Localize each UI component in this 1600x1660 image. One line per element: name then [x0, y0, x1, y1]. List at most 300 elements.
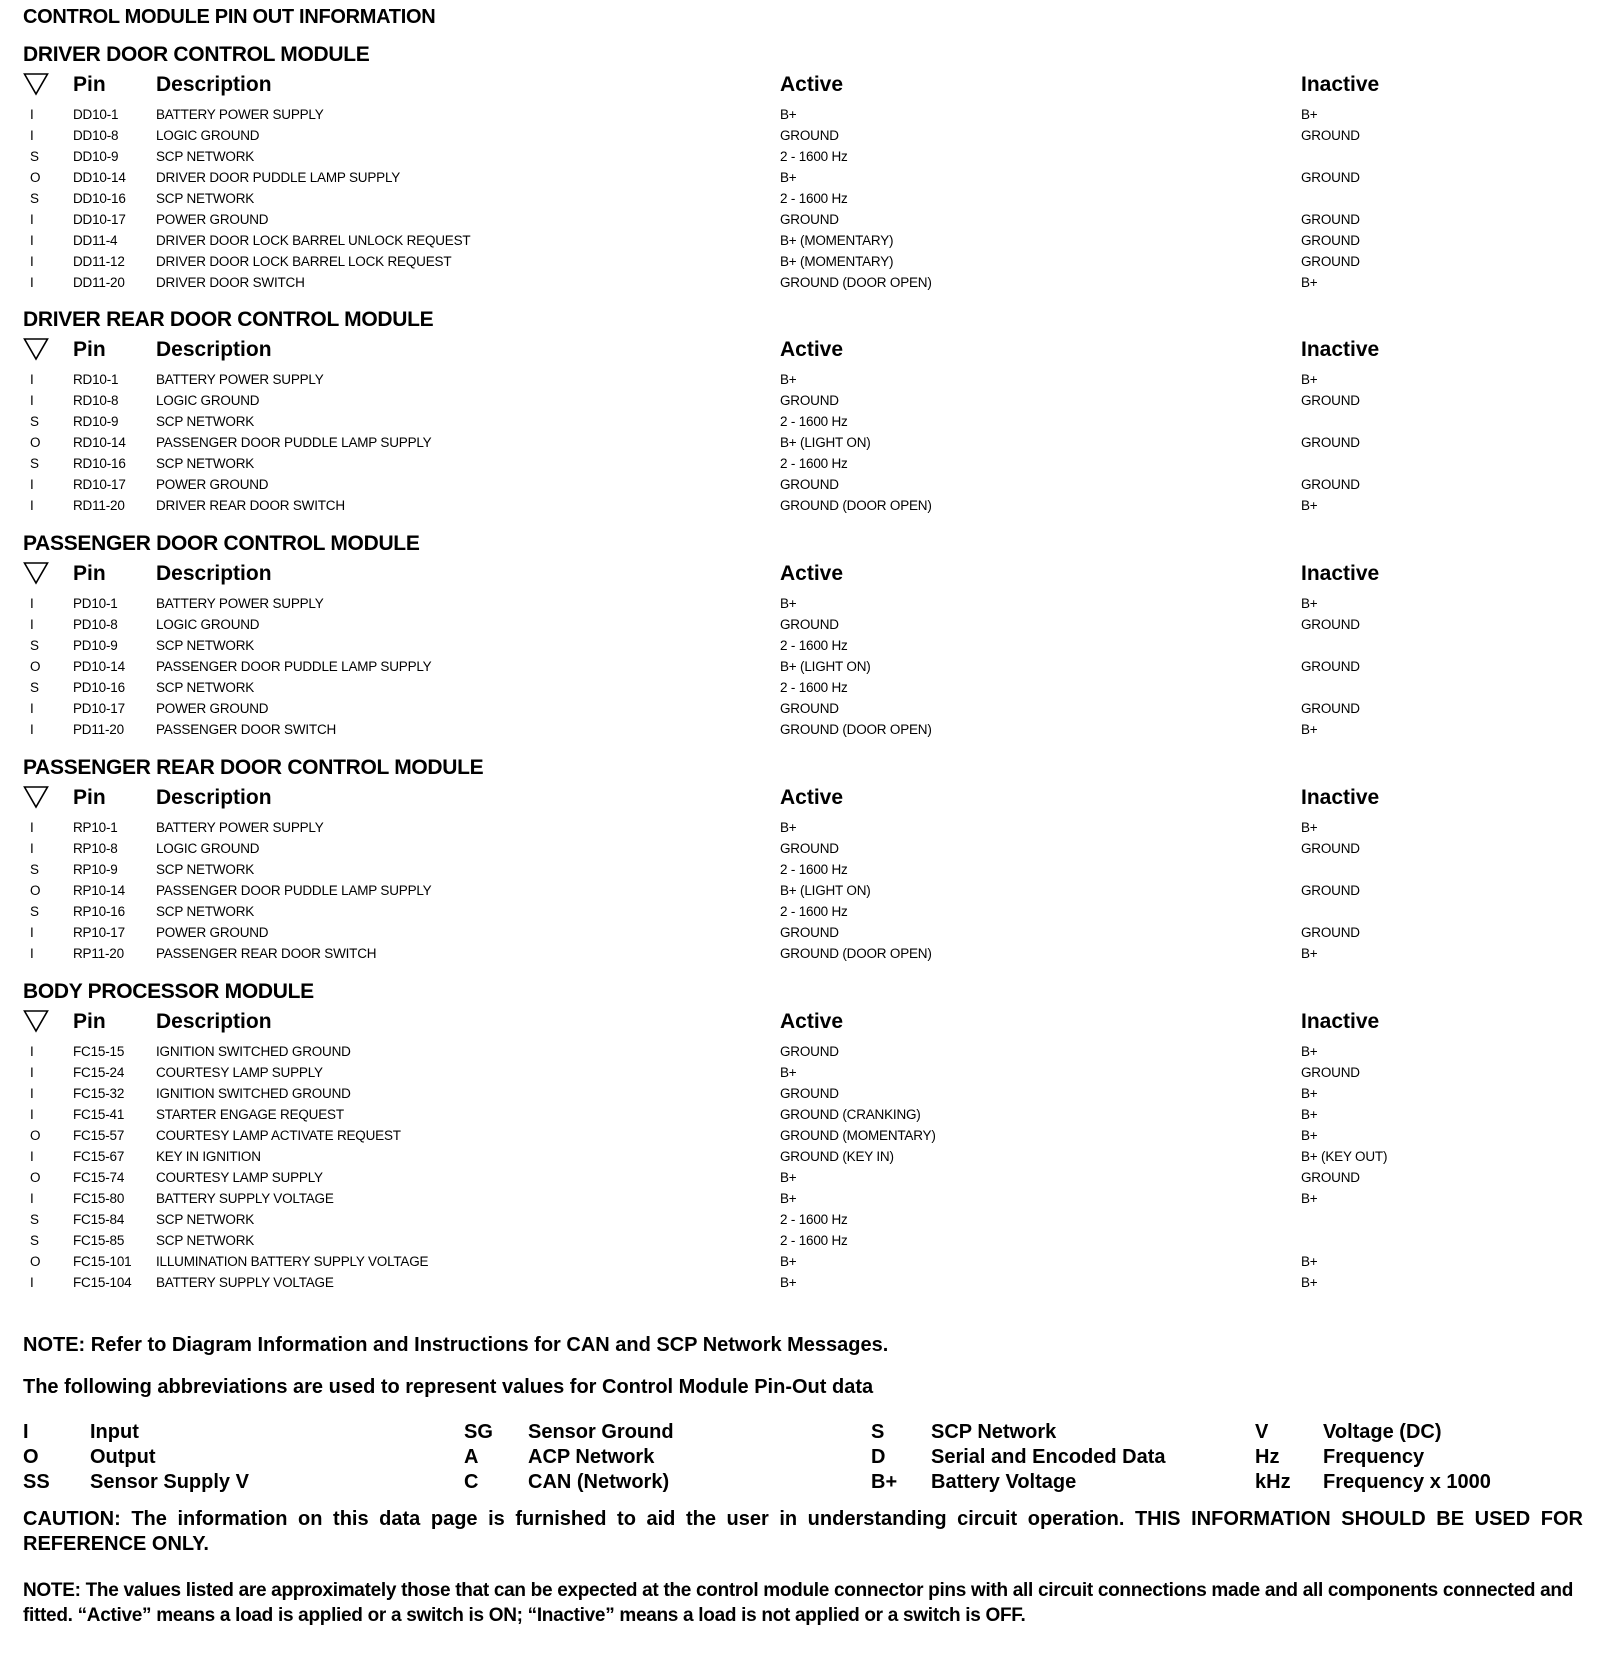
table-row — [23, 838, 1583, 859]
pin-id: RP10-8 — [73, 841, 118, 856]
abbreviation-code: O — [23, 1446, 39, 1468]
pin-id: DD10-9 — [73, 149, 119, 164]
pin-id: RP10-1 — [73, 820, 118, 835]
pin-id: DD11-4 — [73, 233, 118, 248]
values-note: NOTE: The values listed are approximately those that can be expected at the control module connector pins with all circuit connections made and all components connected and fitted. “Active” means a load is applied or a switch is ON; “Inactive” means a load is not applied or a switch is OFF. — [23, 1580, 1574, 1626]
signal-type: I — [30, 617, 34, 632]
pin-id: FC15-104 — [73, 1275, 132, 1290]
active-header: Active — [780, 562, 844, 585]
table-row — [23, 125, 1583, 146]
pin-description: SCP NETWORK — [156, 456, 255, 471]
module-section — [23, 40, 1583, 293]
pin-id: DD10-17 — [73, 212, 126, 227]
table-row — [23, 390, 1583, 411]
inactive-value: B+ — [1301, 1086, 1318, 1101]
pin-description: LOGIC GROUND — [156, 393, 260, 408]
pin-description: SCP NETWORK — [156, 680, 255, 695]
pin-description: LOGIC GROUND — [156, 128, 260, 143]
down-triangle-icon — [23, 337, 49, 361]
active-value: B+ (LIGHT ON) — [780, 659, 871, 674]
description-header: Description — [156, 338, 272, 361]
pin-description: COURTESY LAMP ACTIVATE REQUEST — [156, 1128, 401, 1143]
table-row — [23, 817, 1583, 838]
abbreviation-meaning: CAN (Network) — [528, 1471, 670, 1493]
pin-id: FC15-67 — [73, 1149, 125, 1164]
signal-type: S — [30, 1233, 39, 1248]
active-value: 2 - 1600 Hz — [780, 638, 848, 653]
table-row — [23, 1125, 1583, 1146]
active-value: 2 - 1600 Hz — [780, 904, 848, 919]
signal-type: O — [30, 659, 41, 674]
active-value: 2 - 1600 Hz — [780, 862, 848, 877]
pin-description: PASSENGER DOOR PUDDLE LAMP SUPPLY — [156, 883, 432, 898]
pin-id: RD11-20 — [73, 498, 125, 513]
table-row — [23, 188, 1583, 209]
table-row — [23, 593, 1583, 614]
pin-description: PASSENGER REAR DOOR SWITCH — [156, 946, 377, 961]
description-header: Description — [156, 786, 272, 809]
table-row — [23, 167, 1583, 188]
inactive-value: GROUND — [1301, 477, 1360, 492]
abbreviation-code: I — [23, 1421, 29, 1443]
signal-type: I — [30, 1191, 34, 1206]
pin-header: Pin — [73, 1010, 106, 1033]
pin-description: POWER GROUND — [156, 477, 269, 492]
active-value: B+ — [780, 1254, 797, 1269]
pin-description: POWER GROUND — [156, 925, 269, 940]
down-triangle-icon — [23, 785, 49, 809]
pin-description: PASSENGER DOOR PUDDLE LAMP SUPPLY — [156, 659, 432, 674]
pin-description: SCP NETWORK — [156, 862, 255, 877]
pin-description: LOGIC GROUND — [156, 617, 260, 632]
inactive-value: GROUND — [1301, 659, 1360, 674]
pin-description: ILLUMINATION BATTERY SUPPLY VOLTAGE — [156, 1254, 429, 1269]
pin-id: FC15-74 — [73, 1170, 125, 1185]
abbreviation-meaning: Frequency x 1000 — [1323, 1471, 1491, 1493]
active-header: Active — [780, 786, 844, 809]
signal-type: I — [30, 128, 34, 143]
signal-type: I — [30, 107, 34, 122]
pin-id: DD11-20 — [73, 275, 125, 290]
table-row — [23, 1209, 1583, 1230]
abbreviation-meaning: Sensor Supply V — [90, 1471, 249, 1493]
signal-type: I — [30, 393, 34, 408]
table-row — [23, 1230, 1583, 1251]
pin-description: SCP NETWORK — [156, 1233, 255, 1248]
section-title: DRIVER DOOR CONTROL MODULE — [23, 43, 370, 66]
table-row — [23, 656, 1583, 677]
module-section — [23, 753, 1583, 964]
abbreviations-legend — [23, 1420, 1583, 1500]
signal-type: O — [30, 435, 41, 450]
table-row — [23, 677, 1583, 698]
signal-type: I — [30, 254, 34, 269]
pin-id: DD10-1 — [73, 107, 119, 122]
inactive-value: GROUND — [1301, 1170, 1360, 1185]
abbreviation-meaning: Input — [90, 1421, 139, 1443]
active-value: B+ — [780, 596, 797, 611]
table-row — [23, 1062, 1583, 1083]
table-row — [23, 104, 1583, 125]
pin-header: Pin — [73, 562, 106, 585]
pin-id: RD10-14 — [73, 435, 126, 450]
table-row — [23, 146, 1583, 167]
inactive-value: GROUND — [1301, 1065, 1360, 1080]
table-row — [23, 272, 1583, 293]
abbreviation-meaning: Frequency — [1323, 1446, 1425, 1468]
signal-type: I — [30, 372, 34, 387]
signal-type: I — [30, 1149, 34, 1164]
inactive-value: GROUND — [1301, 883, 1360, 898]
pin-description: PASSENGER DOOR SWITCH — [156, 722, 337, 737]
pin-description: BATTERY POWER SUPPLY — [156, 820, 324, 835]
inactive-value: GROUND — [1301, 617, 1360, 632]
pin-header: Pin — [73, 73, 106, 96]
active-value: B+ — [780, 1065, 797, 1080]
active-value: GROUND (DOOR OPEN) — [780, 946, 932, 961]
signal-type: I — [30, 1086, 34, 1101]
active-value: B+ (LIGHT ON) — [780, 435, 871, 450]
signal-type: I — [30, 925, 34, 940]
pin-description: DRIVER DOOR LOCK BARREL UNLOCK REQUEST — [156, 233, 471, 248]
module-section — [23, 529, 1583, 740]
active-value: 2 - 1600 Hz — [780, 456, 848, 471]
pin-id: RD10-9 — [73, 414, 119, 429]
pin-id: FC15-85 — [73, 1233, 125, 1248]
signal-type: I — [30, 233, 34, 248]
active-value: B+ (MOMENTARY) — [780, 254, 894, 269]
signal-type: S — [30, 149, 39, 164]
abbreviations-intro: The following abbreviations are used to represent values for Control Module Pin-Out data — [23, 1376, 874, 1398]
signal-type: O — [30, 883, 41, 898]
table-header — [23, 70, 1583, 104]
pin-description: IGNITION SWITCHED GROUND — [156, 1044, 351, 1059]
active-value: GROUND — [780, 212, 839, 227]
signal-type: S — [30, 191, 39, 206]
signal-type: I — [30, 820, 34, 835]
signal-type: I — [30, 722, 34, 737]
inactive-value: B+ — [1301, 275, 1318, 290]
active-value: GROUND — [780, 393, 839, 408]
active-value: GROUND — [780, 617, 839, 632]
inactive-value: B+ — [1301, 946, 1318, 961]
signal-type: I — [30, 841, 34, 856]
pin-description: STARTER ENGAGE REQUEST — [156, 1107, 344, 1122]
inactive-value: B+ — [1301, 498, 1318, 513]
pin-description: KEY IN IGNITION — [156, 1149, 261, 1164]
pin-id: PD10-9 — [73, 638, 118, 653]
pin-description: DRIVER DOOR PUDDLE LAMP SUPPLY — [156, 170, 401, 185]
active-value: B+ — [780, 820, 797, 835]
table-row — [23, 1188, 1583, 1209]
pin-description: COURTESY LAMP SUPPLY — [156, 1065, 323, 1080]
active-value: 2 - 1600 Hz — [780, 680, 848, 695]
active-value: B+ — [780, 372, 797, 387]
table-row — [23, 1272, 1583, 1293]
signal-type: S — [30, 862, 39, 877]
pin-description: DRIVER DOOR LOCK BARREL LOCK REQUEST — [156, 254, 452, 269]
abbreviation-code: kHz — [1255, 1471, 1291, 1493]
pin-id: PD10-17 — [73, 701, 125, 716]
signal-type: O — [30, 1128, 41, 1143]
pin-id: RP10-14 — [73, 883, 125, 898]
inactive-value: B+ — [1301, 372, 1318, 387]
abbreviation-code: C — [464, 1471, 479, 1493]
active-value: 2 - 1600 Hz — [780, 1233, 848, 1248]
active-value: GROUND — [780, 925, 839, 940]
pin-id: RD10-8 — [73, 393, 119, 408]
pin-description: DRIVER REAR DOOR SWITCH — [156, 498, 345, 513]
inactive-value: B+ — [1301, 1275, 1318, 1290]
pin-id: PD10-14 — [73, 659, 125, 674]
abbreviation-meaning: Output — [90, 1446, 156, 1468]
abbreviation-meaning: Voltage (DC) — [1323, 1421, 1442, 1443]
abbreviation-meaning: Serial and Encoded Data — [931, 1446, 1166, 1468]
pin-id: FC15-24 — [73, 1065, 125, 1080]
pin-id: PD10-1 — [73, 596, 118, 611]
pin-description: PASSENGER DOOR PUDDLE LAMP SUPPLY — [156, 435, 432, 450]
inactive-header: Inactive — [1301, 786, 1380, 809]
table-row — [23, 251, 1583, 272]
inactive-value: GROUND — [1301, 233, 1360, 248]
inactive-value: B+ — [1301, 1107, 1318, 1122]
abbreviation-meaning: Battery Voltage — [931, 1471, 1077, 1493]
table-row — [23, 1146, 1583, 1167]
signal-type: O — [30, 1170, 41, 1185]
signal-type: S — [30, 904, 39, 919]
pin-description: DRIVER DOOR SWITCH — [156, 275, 305, 290]
abbreviation-meaning: SCP Network — [931, 1421, 1057, 1443]
pin-id: DD10-8 — [73, 128, 119, 143]
table-row — [23, 369, 1583, 390]
inactive-value: GROUND — [1301, 212, 1360, 227]
table-row — [23, 1104, 1583, 1125]
active-value: GROUND (MOMENTARY) — [780, 1128, 936, 1143]
table-row — [23, 411, 1583, 432]
table-row — [23, 474, 1583, 495]
inactive-value: GROUND — [1301, 925, 1360, 940]
inactive-value: GROUND — [1301, 254, 1360, 269]
pin-id: DD10-14 — [73, 170, 126, 185]
table-row — [23, 495, 1583, 516]
pin-id: FC15-57 — [73, 1128, 125, 1143]
active-value: GROUND — [780, 1044, 839, 1059]
inactive-header: Inactive — [1301, 338, 1380, 361]
pin-description: SCP NETWORK — [156, 191, 255, 206]
active-value: 2 - 1600 Hz — [780, 414, 848, 429]
pin-description: BATTERY POWER SUPPLY — [156, 596, 324, 611]
inactive-value: GROUND — [1301, 170, 1360, 185]
inactive-value: B+ (KEY OUT) — [1301, 1149, 1388, 1164]
table-header — [23, 559, 1583, 593]
caution-text: CAUTION: The information on this data page is furnished to aid the user in understanding circuit operation. THIS INFORMATION SHOULD BE USED FOR REFERENCE ONLY. — [23, 1508, 1583, 1555]
table-row — [23, 614, 1583, 635]
signal-type: O — [30, 1254, 41, 1269]
table-row — [23, 1251, 1583, 1272]
signal-type: S — [30, 1212, 39, 1227]
table-row — [23, 432, 1583, 453]
inactive-value: GROUND — [1301, 435, 1360, 450]
pin-id: PD10-16 — [73, 680, 125, 695]
abbreviation-code: V — [1255, 1421, 1269, 1443]
active-value: GROUND (CRANKING) — [780, 1107, 921, 1122]
pin-id: RD10-17 — [73, 477, 126, 492]
active-header: Active — [780, 1010, 844, 1033]
inactive-value: B+ — [1301, 820, 1318, 835]
section-title: PASSENGER REAR DOOR CONTROL MODULE — [23, 756, 484, 779]
abbreviation-code: A — [464, 1446, 479, 1468]
inactive-value: B+ — [1301, 1128, 1318, 1143]
inactive-value: B+ — [1301, 1254, 1318, 1269]
active-header: Active — [780, 338, 844, 361]
signal-type: I — [30, 596, 34, 611]
pin-id: DD11-12 — [73, 254, 125, 269]
table-row — [23, 1167, 1583, 1188]
pin-description: BATTERY POWER SUPPLY — [156, 107, 324, 122]
table-row — [23, 943, 1583, 964]
pin-description: IGNITION SWITCHED GROUND — [156, 1086, 351, 1101]
inactive-value: GROUND — [1301, 128, 1360, 143]
description-header: Description — [156, 73, 272, 96]
active-value: GROUND (DOOR OPEN) — [780, 498, 932, 513]
active-value: 2 - 1600 Hz — [780, 1212, 848, 1227]
pin-description: SCP NETWORK — [156, 414, 255, 429]
active-value: B+ — [780, 1275, 797, 1290]
pin-description: POWER GROUND — [156, 701, 269, 716]
active-value: GROUND — [780, 128, 839, 143]
inactive-value: B+ — [1301, 1044, 1318, 1059]
abbreviation-code: B+ — [871, 1471, 898, 1493]
table-header — [23, 783, 1583, 817]
pin-id: RP10-16 — [73, 904, 125, 919]
inactive-value: GROUND — [1301, 841, 1360, 856]
abbreviation-meaning: ACP Network — [528, 1446, 655, 1468]
pin-id: RP10-9 — [73, 862, 118, 877]
pin-id: PD10-8 — [73, 617, 118, 632]
inactive-value: GROUND — [1301, 393, 1360, 408]
module-section — [23, 977, 1583, 1293]
inactive-header: Inactive — [1301, 73, 1380, 96]
active-header: Active — [780, 73, 844, 96]
pin-description: BATTERY SUPPLY VOLTAGE — [156, 1191, 334, 1206]
table-row — [23, 901, 1583, 922]
table-row — [23, 698, 1583, 719]
table-row — [23, 719, 1583, 740]
description-header: Description — [156, 1010, 272, 1033]
section-title: PASSENGER DOOR CONTROL MODULE — [23, 532, 420, 555]
active-value: GROUND — [780, 1086, 839, 1101]
table-row — [23, 880, 1583, 901]
signal-type: I — [30, 212, 34, 227]
table-row — [23, 859, 1583, 880]
section-title: BODY PROCESSOR MODULE — [23, 980, 314, 1003]
table-row — [23, 1083, 1583, 1104]
signal-type: I — [30, 1044, 34, 1059]
pin-id: RD10-16 — [73, 456, 126, 471]
network-note: NOTE: Refer to Diagram Information and Instructions for CAN and SCP Network Messages. — [23, 1334, 889, 1356]
page-title: CONTROL MODULE PIN OUT INFORMATION — [23, 6, 436, 28]
pin-id: FC15-84 — [73, 1212, 125, 1227]
abbreviation-code: D — [871, 1446, 886, 1468]
table-row — [23, 635, 1583, 656]
signal-type: S — [30, 638, 39, 653]
signal-type: O — [30, 170, 41, 185]
pin-description: POWER GROUND — [156, 212, 269, 227]
active-value: B+ — [780, 170, 797, 185]
inactive-value: B+ — [1301, 596, 1318, 611]
abbreviation-code: SS — [23, 1471, 50, 1493]
abbreviation-meaning: Sensor Ground — [528, 1421, 674, 1443]
table-row — [23, 453, 1583, 474]
pin-description: SCP NETWORK — [156, 638, 255, 653]
abbreviation-code: Hz — [1255, 1446, 1280, 1468]
pin-header: Pin — [73, 338, 106, 361]
pin-id: PD11-20 — [73, 722, 124, 737]
pin-header: Pin — [73, 786, 106, 809]
active-value: GROUND (KEY IN) — [780, 1149, 894, 1164]
down-triangle-icon — [23, 561, 49, 585]
active-value: GROUND (DOOR OPEN) — [780, 275, 932, 290]
table-header — [23, 335, 1583, 369]
active-value: B+ — [780, 1170, 797, 1185]
active-value: GROUND — [780, 701, 839, 716]
table-row — [23, 230, 1583, 251]
table-row — [23, 1041, 1583, 1062]
signal-type: S — [30, 414, 39, 429]
pin-description: COURTESY LAMP SUPPLY — [156, 1170, 323, 1185]
inactive-value: B+ — [1301, 107, 1318, 122]
inactive-value: B+ — [1301, 1191, 1318, 1206]
active-value: B+ (MOMENTARY) — [780, 233, 894, 248]
pin-id: FC15-41 — [73, 1107, 125, 1122]
inactive-header: Inactive — [1301, 562, 1380, 585]
description-header: Description — [156, 562, 272, 585]
pin-description: SCP NETWORK — [156, 904, 255, 919]
pin-id: DD10-16 — [73, 191, 126, 206]
abbreviation-code: SG — [464, 1421, 493, 1443]
inactive-value: GROUND — [1301, 701, 1360, 716]
down-triangle-icon — [23, 1009, 49, 1033]
pin-description: SCP NETWORK — [156, 1212, 255, 1227]
section-title: DRIVER REAR DOOR CONTROL MODULE — [23, 308, 434, 331]
pin-id: RP11-20 — [73, 946, 124, 961]
pin-id: FC15-80 — [73, 1191, 125, 1206]
inactive-header: Inactive — [1301, 1010, 1380, 1033]
signal-type: I — [30, 1065, 34, 1080]
signal-type: S — [30, 456, 39, 471]
pin-id: RP10-17 — [73, 925, 125, 940]
signal-type: I — [30, 1275, 34, 1290]
active-value: GROUND — [780, 841, 839, 856]
active-value: GROUND — [780, 477, 839, 492]
signal-type: I — [30, 701, 34, 716]
active-value: B+ — [780, 1191, 797, 1206]
pin-id: RD10-1 — [73, 372, 119, 387]
pin-description: BATTERY SUPPLY VOLTAGE — [156, 1275, 334, 1290]
pin-id: FC15-32 — [73, 1086, 125, 1101]
signal-type: I — [30, 477, 34, 492]
inactive-value: B+ — [1301, 722, 1318, 737]
pin-description: LOGIC GROUND — [156, 841, 260, 856]
signal-type: S — [30, 680, 39, 695]
pin-id: FC15-101 — [73, 1254, 132, 1269]
active-value: B+ (LIGHT ON) — [780, 883, 871, 898]
pin-description: BATTERY POWER SUPPLY — [156, 372, 324, 387]
table-row — [23, 209, 1583, 230]
signal-type: I — [30, 498, 34, 513]
module-section — [23, 305, 1583, 516]
active-value: B+ — [780, 107, 797, 122]
